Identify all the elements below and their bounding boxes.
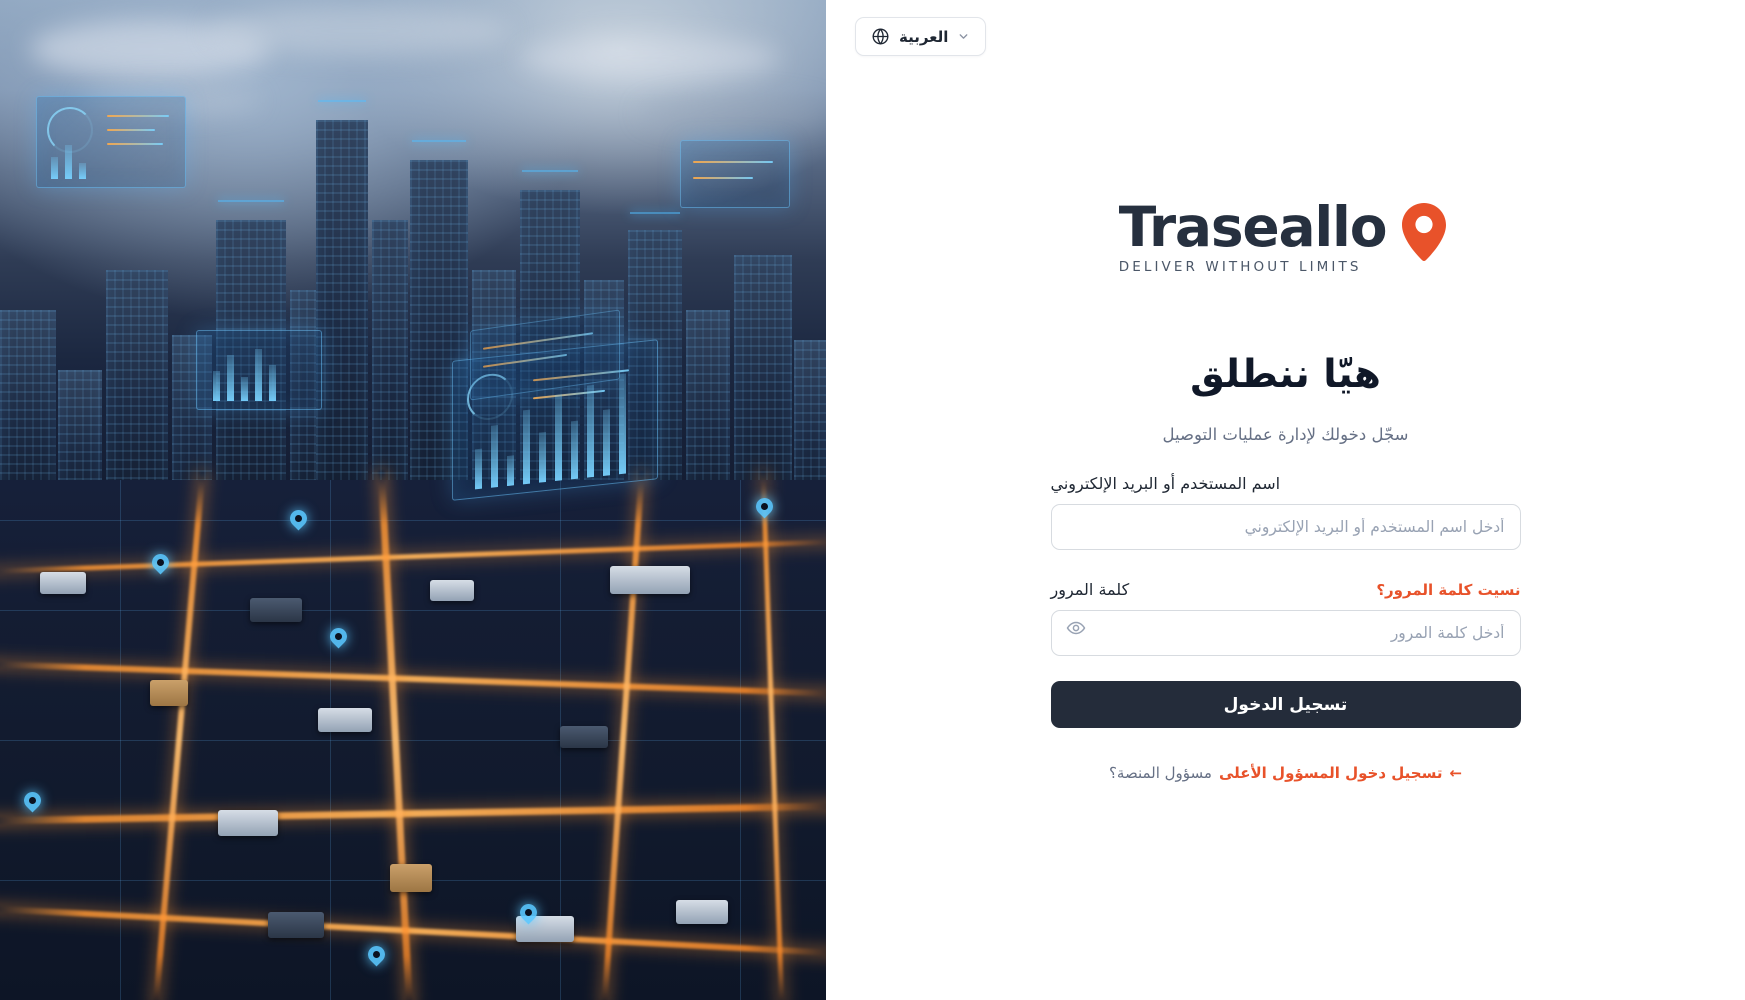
hud-line [693, 161, 773, 163]
hud-bar [255, 349, 262, 401]
city-scene [0, 0, 826, 1000]
building-glow [522, 170, 578, 172]
hud-line [483, 354, 567, 368]
map-pin-icon [364, 942, 388, 966]
vehicle [610, 566, 690, 594]
username-label-row [1051, 474, 1521, 493]
hud-bar [241, 377, 248, 401]
hud-bar [587, 385, 594, 478]
hud-line [533, 390, 605, 400]
username-input[interactable] [1051, 504, 1521, 550]
city-ground [0, 480, 826, 1000]
language-switcher-label: العربية [899, 27, 949, 46]
hud-bar [475, 449, 482, 490]
grid-line [0, 610, 826, 611]
vehicle [268, 912, 324, 938]
hud-panel [36, 96, 186, 188]
cloud-decoration [640, 96, 826, 130]
hud-bar [227, 355, 234, 401]
hud-line [107, 129, 155, 131]
hud-panel [196, 330, 322, 410]
brand-name: Traseallo [1118, 195, 1387, 259]
admin-login-row [1051, 764, 1521, 782]
forgot-password-link[interactable]: نسيت كلمة المرور؟ [1376, 581, 1521, 600]
brand-tagline: DELIVER WITHOUT LIMITS [1118, 259, 1362, 275]
map-pin-icon [286, 506, 310, 530]
hud-bar [539, 432, 546, 483]
grid-line [120, 480, 121, 1000]
road-glow [0, 661, 826, 697]
password-label: كلمة المرور [1050, 580, 1130, 600]
hud-bar [603, 409, 610, 476]
map-pin-icon [752, 494, 776, 518]
vehicle [676, 900, 728, 924]
language-switcher[interactable] [855, 17, 986, 56]
building-glow [218, 200, 284, 202]
login-card [1050, 195, 1521, 783]
hud-bar [491, 425, 498, 488]
vehicle [318, 708, 372, 732]
road-glow [0, 802, 826, 824]
hud-line [107, 115, 169, 117]
password-input[interactable] [1051, 610, 1521, 656]
grid-line [0, 520, 826, 521]
login-submit-button[interactable]: تسجيل الدخول [1051, 681, 1521, 728]
vehicle [40, 572, 86, 594]
super-admin-login-link[interactable]: تسجيل دخول المسؤول الأعلى [1218, 764, 1443, 783]
road-glow [761, 470, 785, 1000]
hud-line [483, 332, 593, 349]
password-label-row [1051, 580, 1521, 599]
hud-bar [213, 371, 220, 401]
hero-illustration-panel [0, 0, 826, 1000]
hud-bar [269, 365, 276, 401]
vehicle [560, 726, 608, 748]
grid-line [740, 480, 741, 1000]
road-glow [378, 470, 413, 1000]
chevron-down-icon [957, 30, 970, 43]
page-subtitle: سجّل دخولك لإدارة عمليات التوصيل [1162, 425, 1409, 445]
password-input-wrapper [1051, 599, 1521, 656]
password-field-group [1051, 580, 1521, 656]
hud-bar [571, 421, 578, 480]
hud-line [107, 143, 163, 145]
hud-bar [619, 374, 626, 475]
road-glow [0, 539, 826, 574]
admin-login-prompt: مسؤول المنصة؟ [1108, 764, 1212, 783]
map-pin-icon [148, 550, 172, 574]
vehicle [250, 598, 302, 622]
hud-bar [507, 455, 514, 486]
eye-icon[interactable] [1065, 617, 1087, 639]
building-glow [318, 100, 366, 102]
hud-panel [680, 140, 790, 208]
vehicle [390, 864, 432, 892]
location-pin-icon [1396, 201, 1452, 273]
hud-bar [79, 163, 86, 179]
map-pin-icon [20, 788, 44, 812]
cloud-decoration [520, 36, 780, 80]
username-field-group [1051, 474, 1521, 550]
brand-text [1118, 195, 1387, 275]
page-title: هيّا ننطلق [1190, 351, 1381, 397]
username-label: اسم المستخدم أو البريد الإلكتروني [1050, 474, 1281, 494]
skyline-building [316, 120, 368, 520]
grid-line [0, 740, 826, 741]
hud-bar [555, 394, 562, 481]
globe-icon [871, 27, 890, 46]
vehicle [218, 810, 278, 836]
building-glow [630, 212, 680, 214]
login-form-panel [826, 0, 1745, 1000]
building-glow [412, 140, 466, 142]
vehicle [430, 580, 474, 601]
vehicle [150, 680, 188, 706]
hud-bar [51, 157, 58, 179]
brand-logo [1051, 195, 1521, 275]
cloud-decoration [210, 6, 510, 56]
hud-bar [523, 410, 530, 485]
arrow-left-icon: ← [1449, 764, 1463, 783]
hud-line [693, 177, 753, 179]
hud-bar [65, 145, 72, 179]
